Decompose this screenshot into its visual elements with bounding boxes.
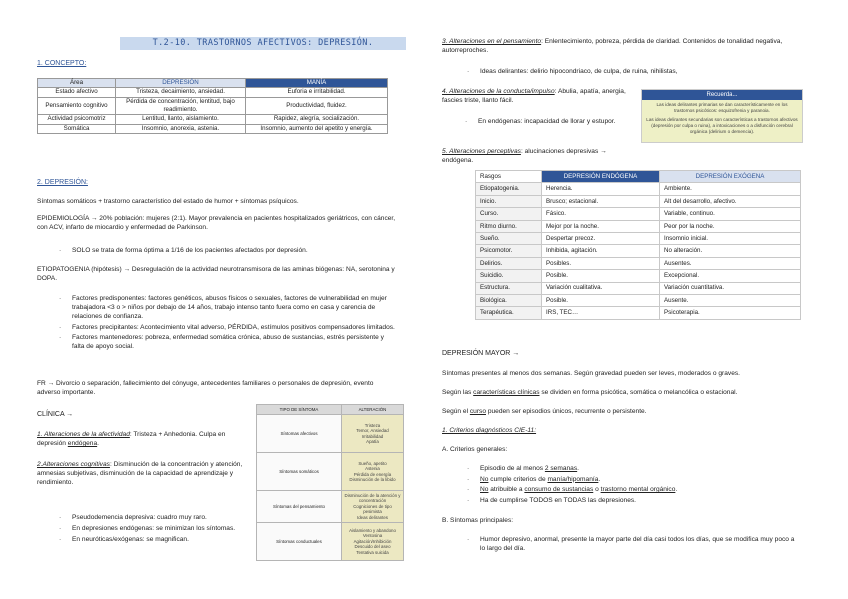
table-row — [476, 294, 801, 306]
table-row — [476, 208, 801, 220]
pensamiento-body: : Enlentecimiento, pobreza, pérdida de claridad. Contenidos de tonalidad negativa, autorreproches. — [442, 38, 783, 55]
table-row — [476, 257, 801, 269]
list-item: · Factores precipitantes: Acontecimiento vital adverso, PÉRDIDA, estímulos positivos compensadores limitados. — [72, 323, 397, 332]
criterios-generales-heading: A. Criterios generales: — [442, 446, 508, 453]
cell: Rapidez, alegría, socialización. — [246, 115, 388, 124]
cell: Variación cuantitativa. — [660, 282, 801, 294]
table-row — [476, 307, 801, 319]
table-row — [38, 124, 388, 133]
table-row — [257, 523, 404, 561]
cell: IRS, TEC… — [542, 307, 660, 319]
col-header-endogena: DEPRESIÓN ENDÓGENA — [542, 171, 660, 183]
cell: Pensamiento cognitivo — [38, 97, 116, 115]
afectividad-label: 1. Alteraciones de la afectividad — [37, 431, 130, 438]
perceptivas-body: : alucinaciones depresivas → endógena. — [442, 148, 607, 165]
cell: Excepcional. — [660, 270, 801, 282]
afectividad-body: : Tristeza + Anhedonia. Culpa en depresión — [37, 431, 226, 448]
cell: Ambiente. — [660, 183, 801, 195]
cell: Inhibida, agitación. — [542, 245, 660, 257]
cognitivas-list — [72, 513, 252, 545]
criterios-generales-list — [480, 464, 810, 505]
list-item: · En depresiones endógenas: se minimizan los síntomas. — [72, 524, 252, 533]
depresion-mayor-text-2 — [442, 388, 822, 397]
cell: Biológica. — [476, 294, 542, 306]
endogena-exogena-table — [475, 170, 801, 320]
cell: Síntomas conductuales — [257, 523, 342, 561]
cell: Terapéutica. — [476, 307, 542, 319]
cell: Ritmo diurno. — [476, 220, 542, 232]
list-item — [480, 485, 810, 494]
cell: Ausente. — [660, 294, 801, 306]
cell: Etiopatogenia. — [476, 183, 542, 195]
cell: Estado afectivo — [38, 88, 116, 97]
cell: Productividad, fluidez. — [246, 97, 388, 115]
conducta-bullet — [478, 117, 633, 126]
cell: Brusco; estacional. — [542, 195, 660, 207]
table-row — [476, 270, 801, 282]
cell: Síntomas del pensamiento — [257, 491, 342, 523]
cell: Posible. — [542, 294, 660, 306]
text: o — [593, 486, 601, 494]
afectividad-text: 1. Alteraciones de la afectividad: Tristeza + Anhedonia. Culpa en depresión endógena. — [37, 431, 226, 448]
text-underlined: consumo de sustancias — [524, 486, 594, 494]
col-header-tipo: TIPO DE SÍNTOMA — [257, 405, 342, 415]
cell: Posible. — [542, 270, 660, 282]
list-item: · Factores mantenedores: pobreza, enfermedad somática crónica, abuso de sustancias, estrés persistente y falta de apoyo social. — [72, 333, 397, 351]
cognitivas-body: : Disminución de la concentración y atención, amnesias subjetivas, disminución de la capacidad de aprendizaje y rendimiento. — [37, 461, 243, 487]
text: Según las — [442, 389, 474, 396]
cell: Insomnio, aumento del apetito y energía. — [246, 124, 388, 133]
conducta-body: : Abulia, apatía, anergia, fascies triste, llanto fácil. — [442, 88, 626, 105]
concept-table — [37, 78, 388, 134]
text: cumple criterios de — [488, 475, 548, 483]
cell: Disminución de la atención y concentración Cogniciones de tipo pesimista Ideas delirantes — [342, 491, 404, 523]
cell: Curso. — [476, 208, 542, 220]
recuerda-text-2: Las ideas delirantes secundarias son características a trastornos afectivos (depresión por culpa o ruina), a intoxicaciones o a disfunción cerebral orgánica (delirium o demencia). — [646, 116, 798, 134]
text-underlined: No — [480, 475, 489, 483]
col-header-rasgos: Rasgos — [476, 171, 542, 183]
sintomas-principales-bullet — [480, 535, 798, 553]
cell: Variable, continuo. — [660, 208, 801, 220]
afectividad-endogena: endógena — [67, 440, 98, 448]
text: Ha de cumplirse TODOS en TODAS las depresiones. — [480, 497, 637, 505]
cell: Psicomotor. — [476, 245, 542, 257]
etio-list — [72, 294, 397, 351]
text-underlined: trastorno mental orgánico — [600, 486, 676, 494]
table-row — [257, 415, 404, 453]
list-item — [480, 464, 810, 473]
cell: Variación cualitativa. — [542, 282, 660, 294]
text: Según el — [442, 408, 470, 415]
section-heading-depresion: 2. DEPRESIÓN: — [37, 179, 88, 186]
table-row — [38, 88, 388, 97]
cell: Despertar precoz. — [542, 232, 660, 244]
cell: Inicio. — [476, 195, 542, 207]
cell: No alteración. — [660, 245, 801, 257]
table-row — [257, 453, 404, 491]
cell: Insomnio inicial. — [660, 232, 801, 244]
cell: Posibles. — [542, 257, 660, 269]
fr-text: FR → Divorcio o separación, fallecimiento del cónyuge, antecedentes familiares o personales de depresión, evento adverso importante. — [37, 380, 374, 397]
cognitivas-label: 2.Alteraciones cognitivas — [37, 461, 110, 468]
perceptivas-text — [442, 147, 635, 165]
col-header-area: Área — [38, 79, 116, 88]
list-item: · Factores predisponentes: factores genéticos, abusos físicos o sexuales, factores de vulnerabilidad en mujer trabajadora <3 o > niños por debajo de 14 años, trabajo intenso tanto fuera como en casa y carencia de relaciones de confianza. — [72, 294, 397, 322]
depresion-mayor-text-1: Síntomas presentes al menos dos semanas. Según gravedad pueden ser leves, moderados o graves. — [442, 370, 740, 377]
cell: Síntomas afectivos — [257, 415, 342, 453]
col-header-mania: MANÍA — [246, 79, 388, 88]
cell: Delirios. — [476, 257, 542, 269]
criterios-heading: 1. Criterios diagnósticos CIE-11: — [442, 427, 537, 434]
text-underlined: curso — [469, 408, 486, 415]
text-underlined: No — [480, 486, 489, 494]
recuerda-box — [641, 89, 803, 143]
depresion-mayor-text-3 — [442, 407, 822, 416]
text: Episodio de al menos — [480, 465, 545, 472]
table-row — [38, 115, 388, 124]
pensamiento-bullet — [480, 67, 810, 76]
page-title: T.2-10. TRASTORNOS AFECTIVOS: DEPRESIÓN. — [120, 37, 406, 50]
cell: Herencia. — [542, 183, 660, 195]
cell: Insomnio, anorexia, astenia. — [116, 124, 246, 133]
bullet-text: En endógenas: incapacidad de llorar y estupor. — [478, 118, 616, 125]
list-item: · Pseudodemencia depresiva: cuadro muy raro. — [72, 513, 252, 522]
perceptivas-label: 5. Alteraciones perceptivas — [442, 148, 521, 155]
table-row — [38, 97, 388, 115]
text: . — [577, 465, 579, 472]
cell: Euforia e irritabilidad. — [246, 88, 388, 97]
cell: Mejor por la noche. — [542, 220, 660, 232]
conducta-text — [442, 87, 635, 105]
text: . — [675, 486, 678, 494]
pensamiento-label: 3. Alteraciones en el pensamiento — [442, 38, 542, 45]
etiopatogenia-text: ETIOPATOGENIA (hipótesis) → Desregulación de la actividad neurotransmisora de las aminas biógenas: NA, serotonina y DOPA. — [37, 266, 395, 283]
col-header-exogena: DEPRESIÓN EXÓGENA — [660, 171, 801, 183]
cell: Fásico. — [542, 208, 660, 220]
cell: Somática — [38, 124, 116, 133]
cell: Aislamiento y abandono Ventosina Agitación/Inhibición Descuido del aseo Tentativa suicida — [342, 523, 404, 561]
cell: Alt del desarrollo, afectivo. — [660, 195, 801, 207]
cognitivas-text — [37, 460, 249, 488]
recuerda-text-1: Las ideas delirantes primarias se dan característicamente en los trastornos psicóticos: esquizofrenia y paranoia. — [656, 102, 788, 113]
col-header-depresion: DEPRESIÓN — [116, 79, 246, 88]
clinica-heading: CLÍNICA → — [37, 411, 74, 418]
text-underlined: 2 semanas — [544, 465, 578, 472]
list-item — [480, 496, 810, 505]
cell: Sueño. — [476, 232, 542, 244]
cell: Actividad psicomotriz — [38, 115, 116, 124]
bullet-text: Ideas delirantes: delirio hipocondriaco, de culpa, de ruina, nihilistas, — [480, 68, 678, 75]
epidemiologia-text: EPIDEMIOLOGÍA → 20% población: mujeres (2:1). Mayor prevalencia en pacientes hospitalizados geriátricos, con cáncer, con ACV, infarto de miocardio y enfermedad de Parkinson. — [37, 215, 396, 232]
text-underlined: manía/hipomanía — [547, 475, 599, 483]
bullet-text: Humor depresivo, anormal, presente la mayor parte del día casi todos los días, que se modifica muy poco a lo largo del día. — [480, 536, 795, 553]
sintomas-table — [256, 404, 404, 561]
epidemiologia-bullet — [72, 246, 392, 255]
intro-text: Síntomas somáticos + trastorno característico del estado de humor + síntomas psíquicos. — [37, 198, 299, 205]
cell: Estructura. — [476, 282, 542, 294]
text: pueden ser episodios únicos, recurrente o persistente. — [486, 408, 647, 415]
list-item — [480, 475, 810, 484]
text: atribuible a — [488, 486, 525, 494]
table-row — [476, 232, 801, 244]
section-heading-concepto: 1. CONCEPTO: — [37, 60, 87, 67]
cell: Tristeza Temor, Ansiedad Irritabilidad Apatía — [342, 415, 404, 453]
bullet-text: SOLO se trata de forma óptima a 1/16 de los pacientes afectados por depresión. — [72, 247, 308, 254]
table-row — [476, 245, 801, 257]
cell: Psicoterapia. — [660, 307, 801, 319]
list-item: · En neuróticas/exógenas: se magnifican. — [72, 535, 252, 544]
table-row — [257, 491, 404, 523]
pensamiento-text — [442, 37, 812, 55]
cell: Lentitud, llanto, aislamiento. — [116, 115, 246, 124]
sintomas-principales-heading: B. Síntomas principales: — [442, 517, 514, 524]
table-row — [476, 220, 801, 232]
depresion-mayor-heading: DEPRESIÓN MAYOR → — [442, 350, 520, 357]
cell: Síntomas somáticos — [257, 453, 342, 491]
cell: Tristeza, decaimiento, ansiedad. — [116, 88, 246, 97]
cell: Ausentes. — [660, 257, 801, 269]
text: . — [598, 475, 601, 483]
table-row — [476, 195, 801, 207]
cell: Peor por la noche. — [660, 220, 801, 232]
table-row — [476, 282, 801, 294]
conducta-label: 4. Alteraciones de la conducta/impulso — [442, 88, 555, 95]
cell: Pérdida de concentración, lentitud, bajo readimiento. — [116, 97, 246, 115]
table-row — [476, 183, 801, 195]
col-header-alteracion: ALTERACIÓN — [342, 405, 404, 415]
text-underlined: características clínicas — [473, 389, 540, 396]
text: se dividen en forma psicótica, somática o melancólica o estacional. — [539, 389, 738, 396]
cell: Suicidio. — [476, 270, 542, 282]
recuerda-heading: Recuerda... — [642, 90, 802, 100]
cell: Sueño, apetito Astenia Pérdida de energía Disminución de la libido — [342, 453, 404, 491]
